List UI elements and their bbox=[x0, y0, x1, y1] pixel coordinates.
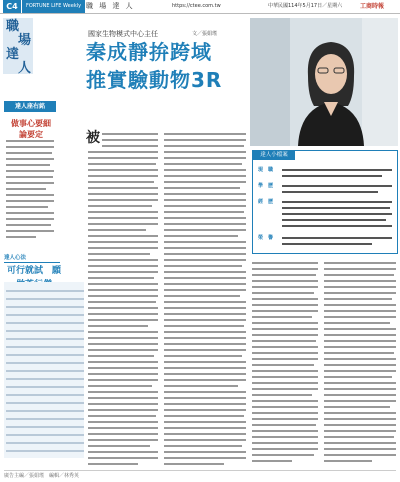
profile-line bbox=[282, 237, 392, 239]
aside-title: 可行就試 願 bbox=[6, 266, 61, 276]
motto-line: 論要定 bbox=[19, 130, 43, 139]
profile-label: 經 歷 bbox=[258, 199, 274, 205]
section-char: 職 bbox=[6, 19, 20, 34]
profile-line bbox=[282, 169, 392, 171]
article-kicker: 國家生物模式中心主任 bbox=[88, 30, 158, 38]
headline-line: 推實驗動物3R bbox=[86, 68, 223, 92]
section-vertical-title bbox=[3, 18, 33, 74]
profile-line bbox=[282, 213, 392, 215]
series-label: FORTUNE LIFE Weekly bbox=[22, 0, 85, 13]
section-char: 場 bbox=[18, 33, 32, 48]
profile-line bbox=[282, 207, 390, 209]
profile-box-tag: 達人小檔案 bbox=[253, 151, 295, 160]
issue-date: 中華民國114年5月17日／星期六 bbox=[268, 3, 343, 9]
profile-label: 學 歷 bbox=[258, 183, 274, 189]
motto-text bbox=[6, 118, 56, 140]
headline-line: 秦成靜拚跨域 bbox=[86, 40, 212, 64]
profile-line bbox=[282, 201, 392, 203]
section-char: 人 bbox=[18, 61, 32, 76]
page-number: C4 bbox=[3, 0, 21, 13]
motto-line: 做事心要細 bbox=[11, 119, 51, 128]
drop-cap: 被 bbox=[86, 130, 100, 146]
column-name: 職 場 達 人 bbox=[86, 2, 135, 10]
person-figure bbox=[296, 36, 366, 146]
newspaper-logo: 工商時報 bbox=[360, 3, 385, 10]
motto-tag: 達人座右銘 bbox=[4, 101, 56, 112]
profile-line bbox=[282, 185, 392, 187]
profile-line bbox=[282, 219, 386, 221]
profile-line bbox=[282, 175, 382, 177]
profile-line bbox=[282, 243, 372, 245]
aside-box bbox=[4, 282, 84, 458]
page-header-bar bbox=[0, 0, 400, 14]
profile-label: 現 職 bbox=[258, 167, 274, 173]
article-byline: 文／張娟瑤 bbox=[192, 31, 218, 37]
section-char: 達 bbox=[6, 47, 20, 62]
profile-line bbox=[282, 225, 392, 227]
portrait-photo bbox=[250, 18, 398, 146]
profile-label: 榮 譽 bbox=[258, 235, 274, 241]
profile-line bbox=[282, 191, 378, 193]
method-tag: 達人心法 bbox=[4, 253, 60, 263]
website-url[interactable]: https://ctee.com.tw bbox=[172, 3, 221, 9]
page-footer: 廣告主編／張娟瑤 編輯／林秀英 bbox=[4, 470, 396, 480]
